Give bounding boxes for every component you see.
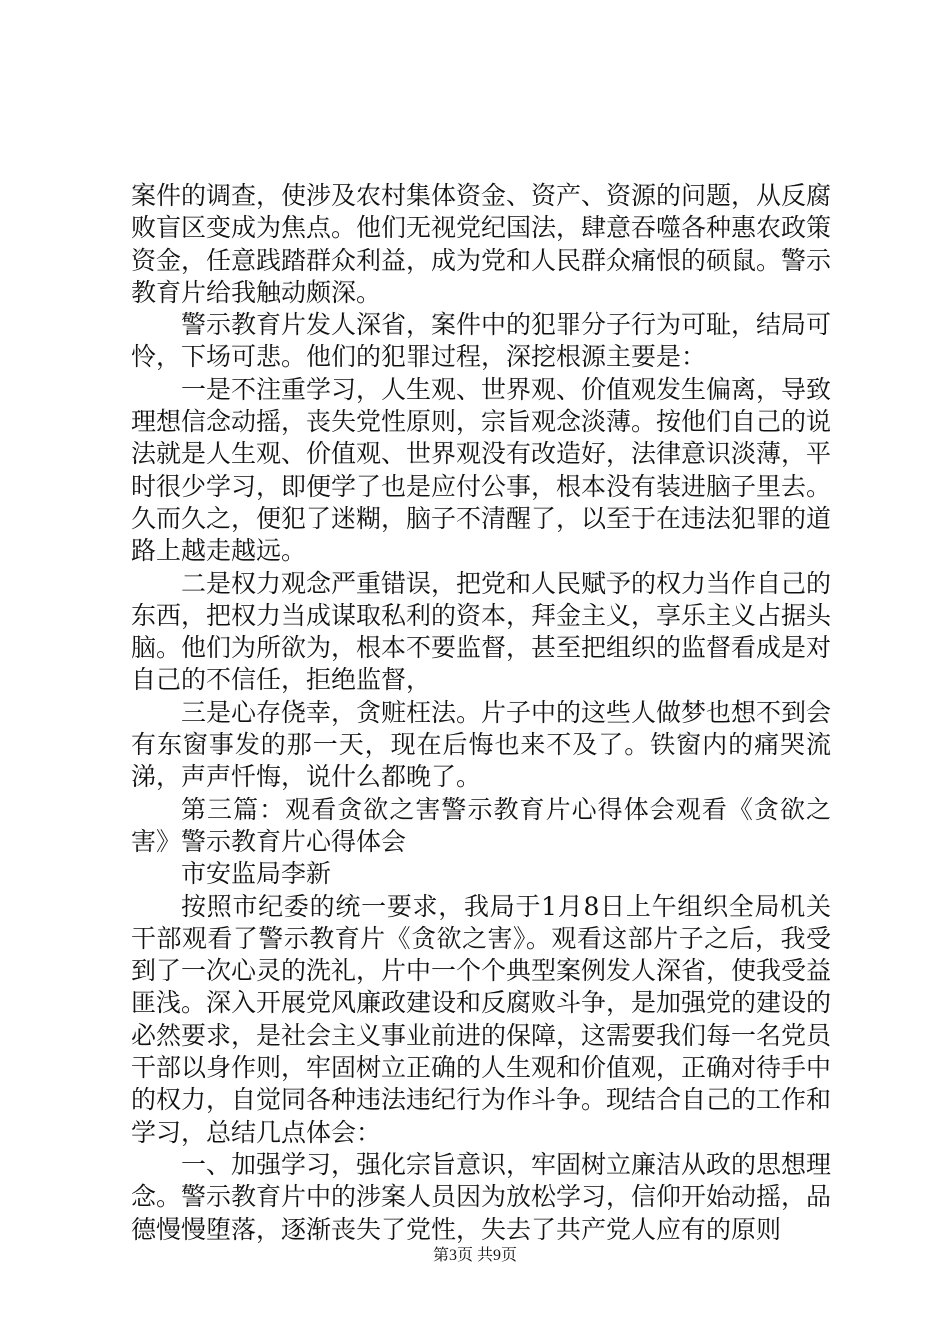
body-paragraph: 一、加强学习，强化宗旨意识，牢固树立廉洁从政的思想理念。警示教育片中的涉案人员因为放松学习，信仰开始动摇，品德慢慢堕落，逐渐丧失了党性，失去了共产党人应有的原则 [131, 1149, 832, 1244]
page-footer: 第3页 共9页 [432, 1247, 517, 1264]
body-paragraph: 一是不注重学习，人生观、世界观、价值观发生偏离，导致理想信念动摇，丧失党性原则，宗旨观念淡薄。按他们自己的说法就是人生观、价值观、世界观没有改造好，法律意识淡薄，平时很少学习，即便学了也是应付公事，根本没有装进脑子里去。久而久之，便犯了迷糊，脑子不清醒了，以至于在违法犯罪的道路上越走越远。 [131, 374, 832, 566]
body-paragraph: 警示教育片发人深省，案件中的犯罪分子行为可耻，结局可怜，下场可悲。他们的犯罪过程，深挖根源主要是： [131, 310, 832, 372]
body-paragraph: 第三篇：观看贪欲之害警示教育片心得体会观看《贪欲之害》警示教育片心得体会 [131, 794, 831, 856]
body-paragraph: 按照市纪委的统一要求，我局于1月8日上午组织全局机关干部观看了警示教育片《贪欲之害》。观看这部片子之后，我受到了一次心灵的洗礼，片中一个个典型案例发人深省，使我受益匪浅。深入开展党风廉政建设和反腐败斗争，是加强党的建设的必然要求，是社会主义事业前进的保障，这需要我们每一名党员干部以身作则，牢固树立正确的人生观和价值观，正确对待手中的权力，自觉同各种违法违纪行为作斗争。现结合自己的工作和学习，总结几点体会： [131, 891, 832, 1147]
body-paragraph: 二是权力观念严重错误，把党和人民赋予的权力当作自己的东西，把权力当成谋取私利的资本，拜金主义，享乐主义占据头脑。他们为所欲为，根本不要监督，甚至把组织的监督看成是对自己的不信任，拒绝监督， [131, 568, 832, 695]
body-paragraph: 案件的调查，使涉及农村集体资金、资产、资源的问题，从反腐败盲区变成为焦点。他们无视党纪国法，肆意吞噬各种惠农政策资金，任意践踏群众利益，成为党和人民群众痛恨的硕鼠。警示教育片给我触动颇深。 [131, 181, 832, 307]
body-paragraph: 市安监局李新 [181, 859, 332, 889]
body-paragraph: 三是心存侥幸，贪赃枉法。片子中的这些人做梦也想不到会有东窗事发的那一天，现在后悔也来不及了。铁窗内的痛哭流涕，声声忏悔，说什么都晚了。 [131, 697, 832, 792]
document-body [131, 180, 831, 1246]
